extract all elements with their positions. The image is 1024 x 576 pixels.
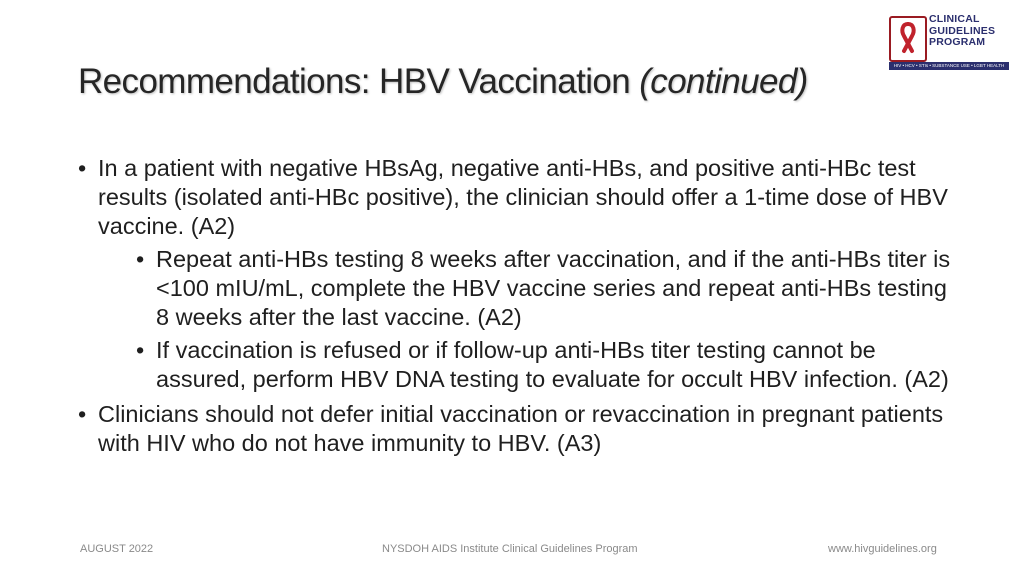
page-title <box>78 62 808 102</box>
sub-bullet-item <box>136 245 958 332</box>
bullet-text: Clinicians should not defer initial vaccination or revaccination in pregnant patients with HIV who do not have immunity to HBV. (A3) <box>98 401 944 456</box>
footer-date: AUGUST 2022 <box>80 543 154 555</box>
sub-bullet-text: If vaccination is refused or if follow-up anti-HBs titer testing cannot be assured, perform HBV DNA testing to evaluate for occult HBV infection. (A2) <box>156 337 949 392</box>
logo-mark-box <box>889 16 927 62</box>
bullet-dot: • <box>136 246 145 272</box>
footer-program: NYSDOH AIDS Institute Clinical Guidelines Program <box>382 543 638 555</box>
bullet-item <box>78 154 958 394</box>
footer-website-link[interactable]: www.hivguidelines.org <box>828 543 937 555</box>
title-subtitle: (continued) <box>639 62 808 101</box>
bullet-dot: • <box>78 401 87 427</box>
sub-bullet-item <box>136 336 958 394</box>
bullet-dot: • <box>78 155 87 181</box>
clinical-guidelines-logo <box>887 12 1011 68</box>
sub-bullet-text: Repeat anti-HBs testing 8 weeks after vaccination, and if the anti-HBs titer is <100 mIU/mL, complete the HBV vaccine series and repeat anti-HBs testing 8 weeks after the last vaccine. (A2) <box>156 246 951 330</box>
awareness-ribbon-icon <box>891 18 925 60</box>
bullet-item <box>78 400 958 458</box>
title-main: Recommendations: HBV Vaccination <box>78 62 631 101</box>
logo-tagline: HIV • HCV • STIs • SUBSTANCE USE • LGBT HEALTH <box>889 62 1009 70</box>
bullet-text: In a patient with negative HBsAg, negative anti-HBs, and positive anti-HBc test results (isolated anti-HBc positive), the clinician should offer a 1-time dose of HBV vaccine. (A2) <box>98 155 948 239</box>
bullet-list <box>78 154 958 464</box>
bullet-dot: • <box>136 337 145 363</box>
logo-wordmark: CLINICAL GUIDELINES PROGRAM <box>929 13 996 48</box>
